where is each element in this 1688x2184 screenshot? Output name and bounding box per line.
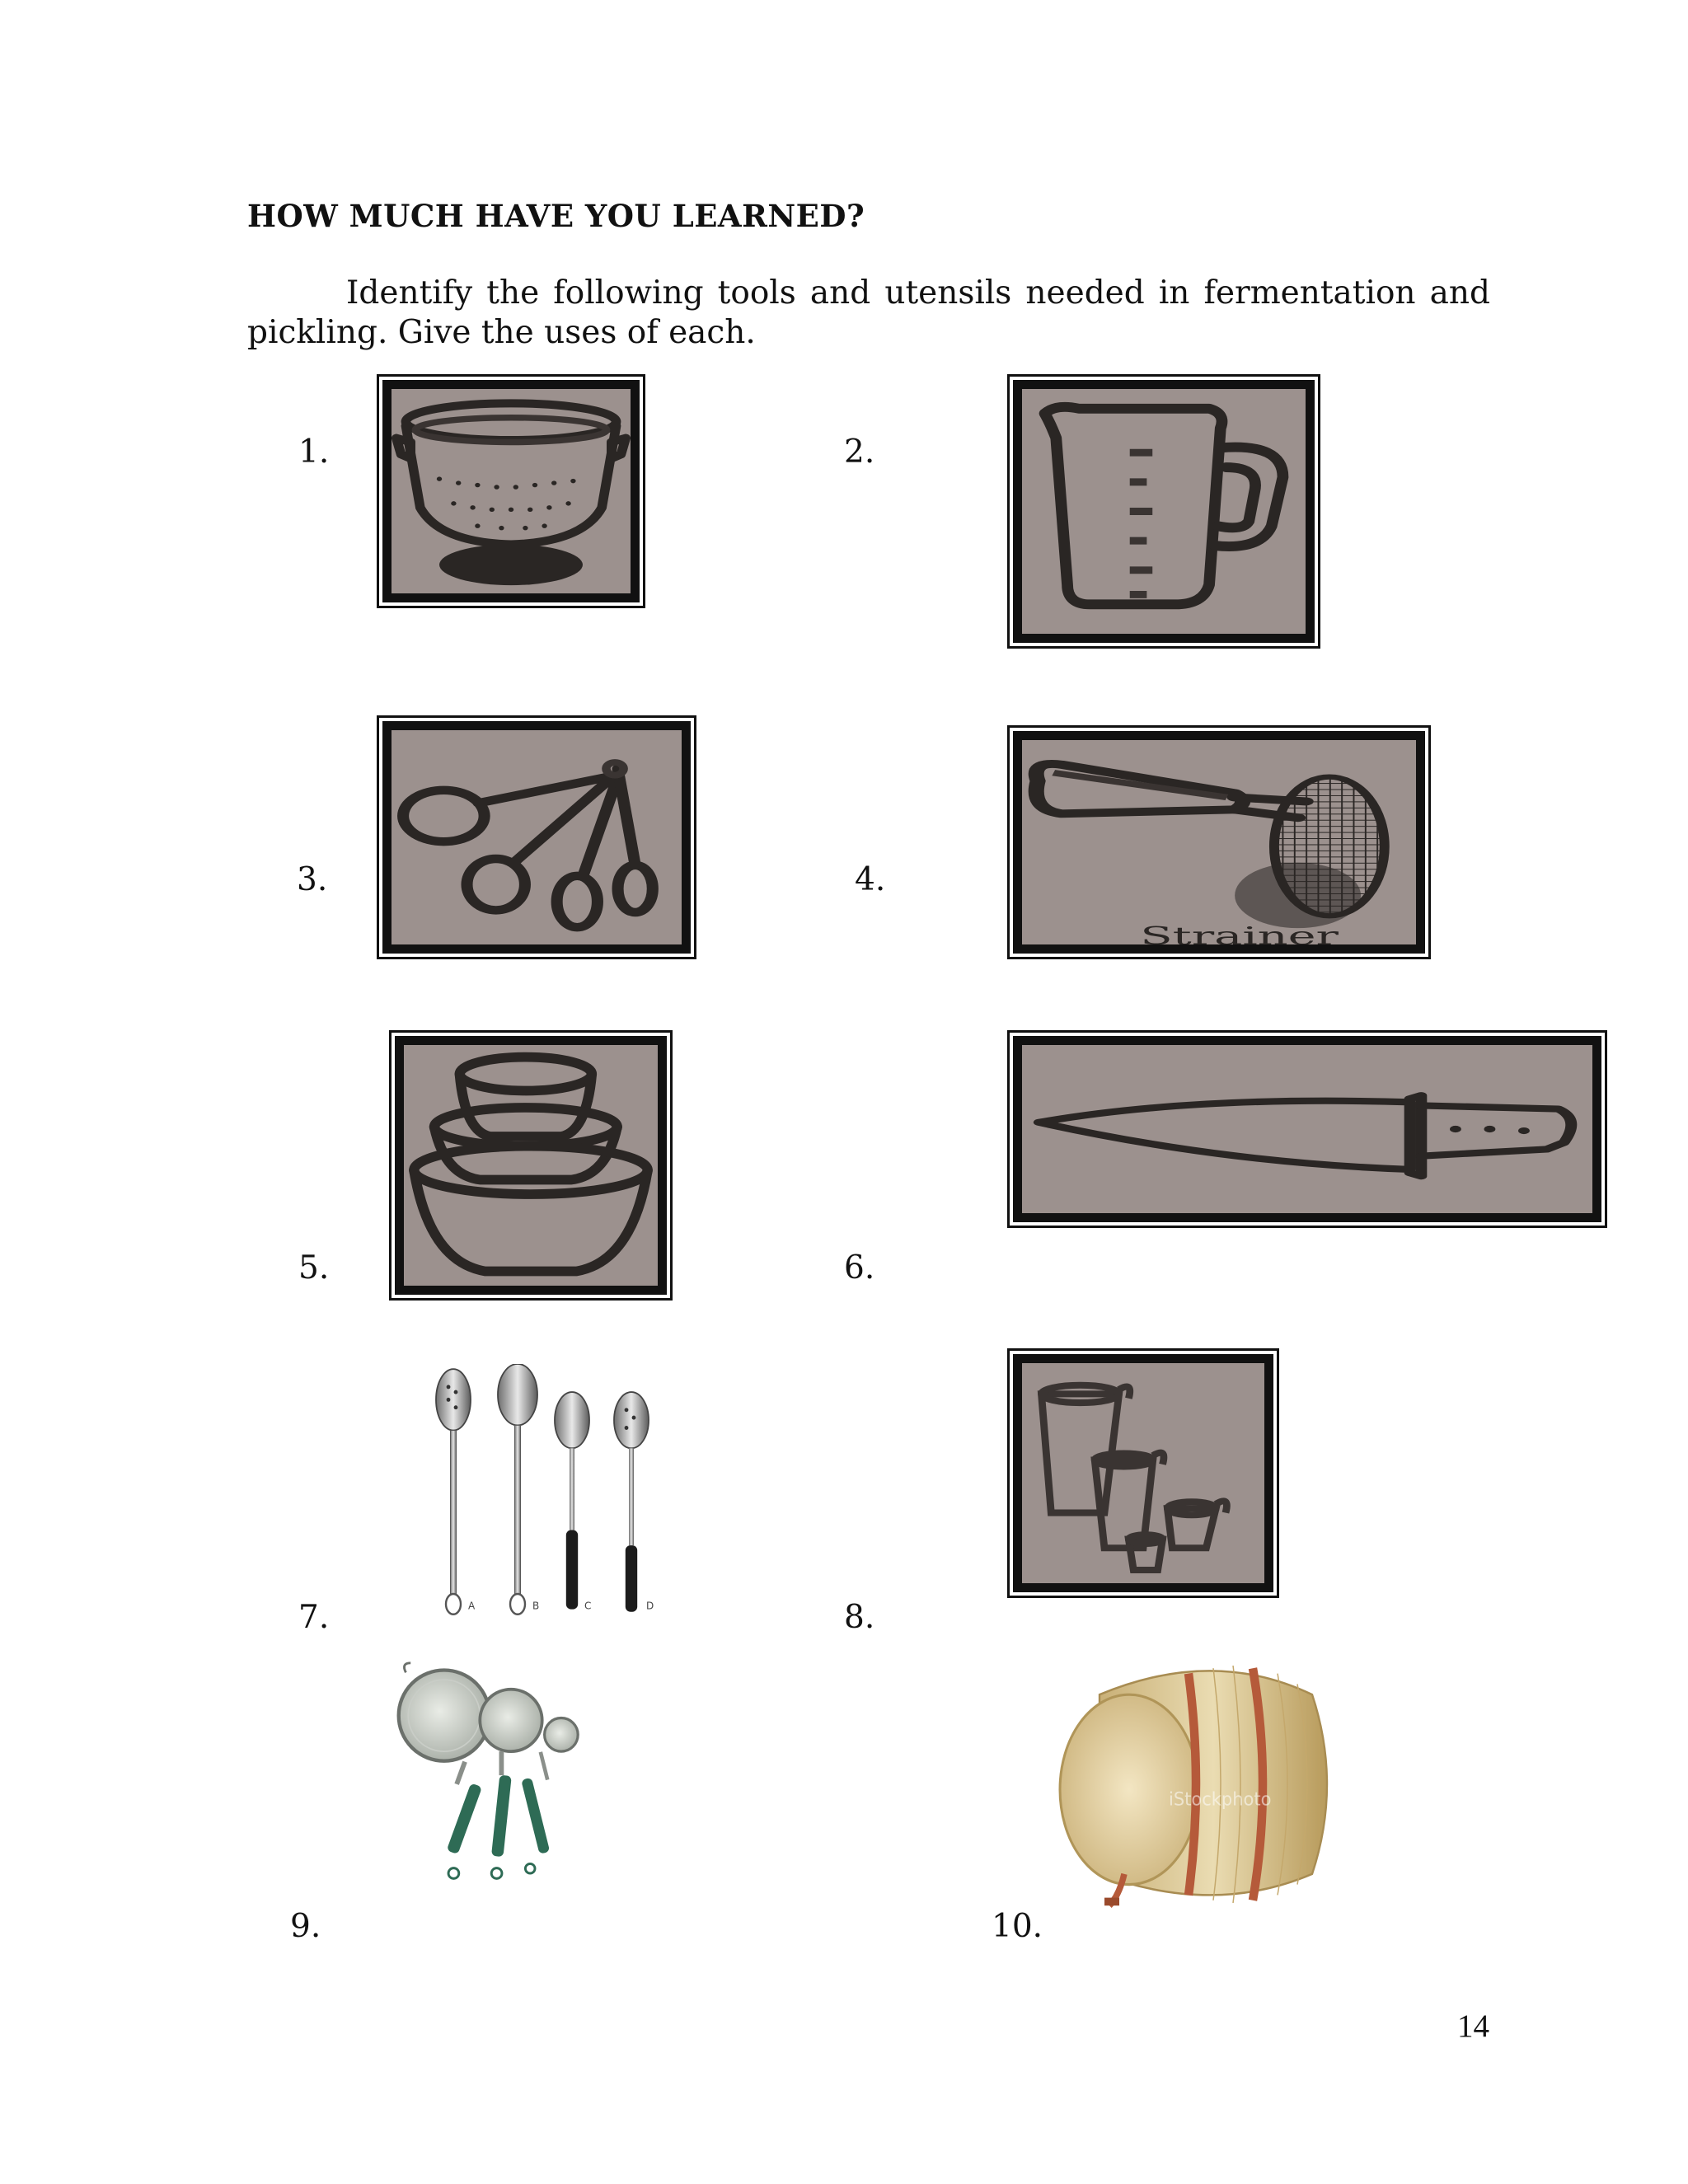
wooden-barrel-icon (1040, 1652, 1337, 1916)
watermark-text: iStockphoto (1169, 1788, 1272, 1811)
item-number-5: 5. (298, 1249, 330, 1286)
item-number-7: 7. (298, 1599, 330, 1636)
item-number-6: 6. (844, 1249, 875, 1286)
wire-strainers-icon (392, 1658, 631, 1897)
spoon-letter-d: D (646, 1600, 654, 1612)
instructions-paragraph: Identify the following tools and utensils needed in fermentation and pickling. Give the uses of each. (247, 274, 1490, 351)
spoon-letter-c: C (584, 1600, 592, 1612)
item-number-8: 8. (844, 1599, 875, 1636)
item-number-4: 4. (855, 861, 886, 898)
measuring-spoons-icon (377, 715, 696, 959)
kitchen-knife-icon (1007, 1030, 1607, 1228)
item-number-2: 2. (844, 434, 875, 471)
spoon-letter-a: A (468, 1600, 476, 1612)
strainer-caption-text: Strainer (1140, 921, 1339, 944)
strainer-icon (1007, 725, 1431, 959)
page-heading: HOW MUCH HAVE YOU LEARNED? (247, 198, 865, 234)
nested-cups-icon (1007, 1348, 1279, 1598)
spoon-letter-b: B (532, 1600, 540, 1612)
page-number: 14 (1457, 2008, 1489, 2044)
item-number-9: 9. (290, 1908, 321, 1945)
item-number-1: 1. (298, 434, 330, 471)
mixing-bowls-icon (389, 1030, 673, 1301)
measuring-cup-icon (1007, 374, 1320, 649)
colander-icon (377, 374, 645, 608)
item-number-3: 3. (297, 861, 328, 898)
serving-spoons-icon (419, 1364, 666, 1619)
item-number-10: 10. (992, 1908, 1043, 1945)
